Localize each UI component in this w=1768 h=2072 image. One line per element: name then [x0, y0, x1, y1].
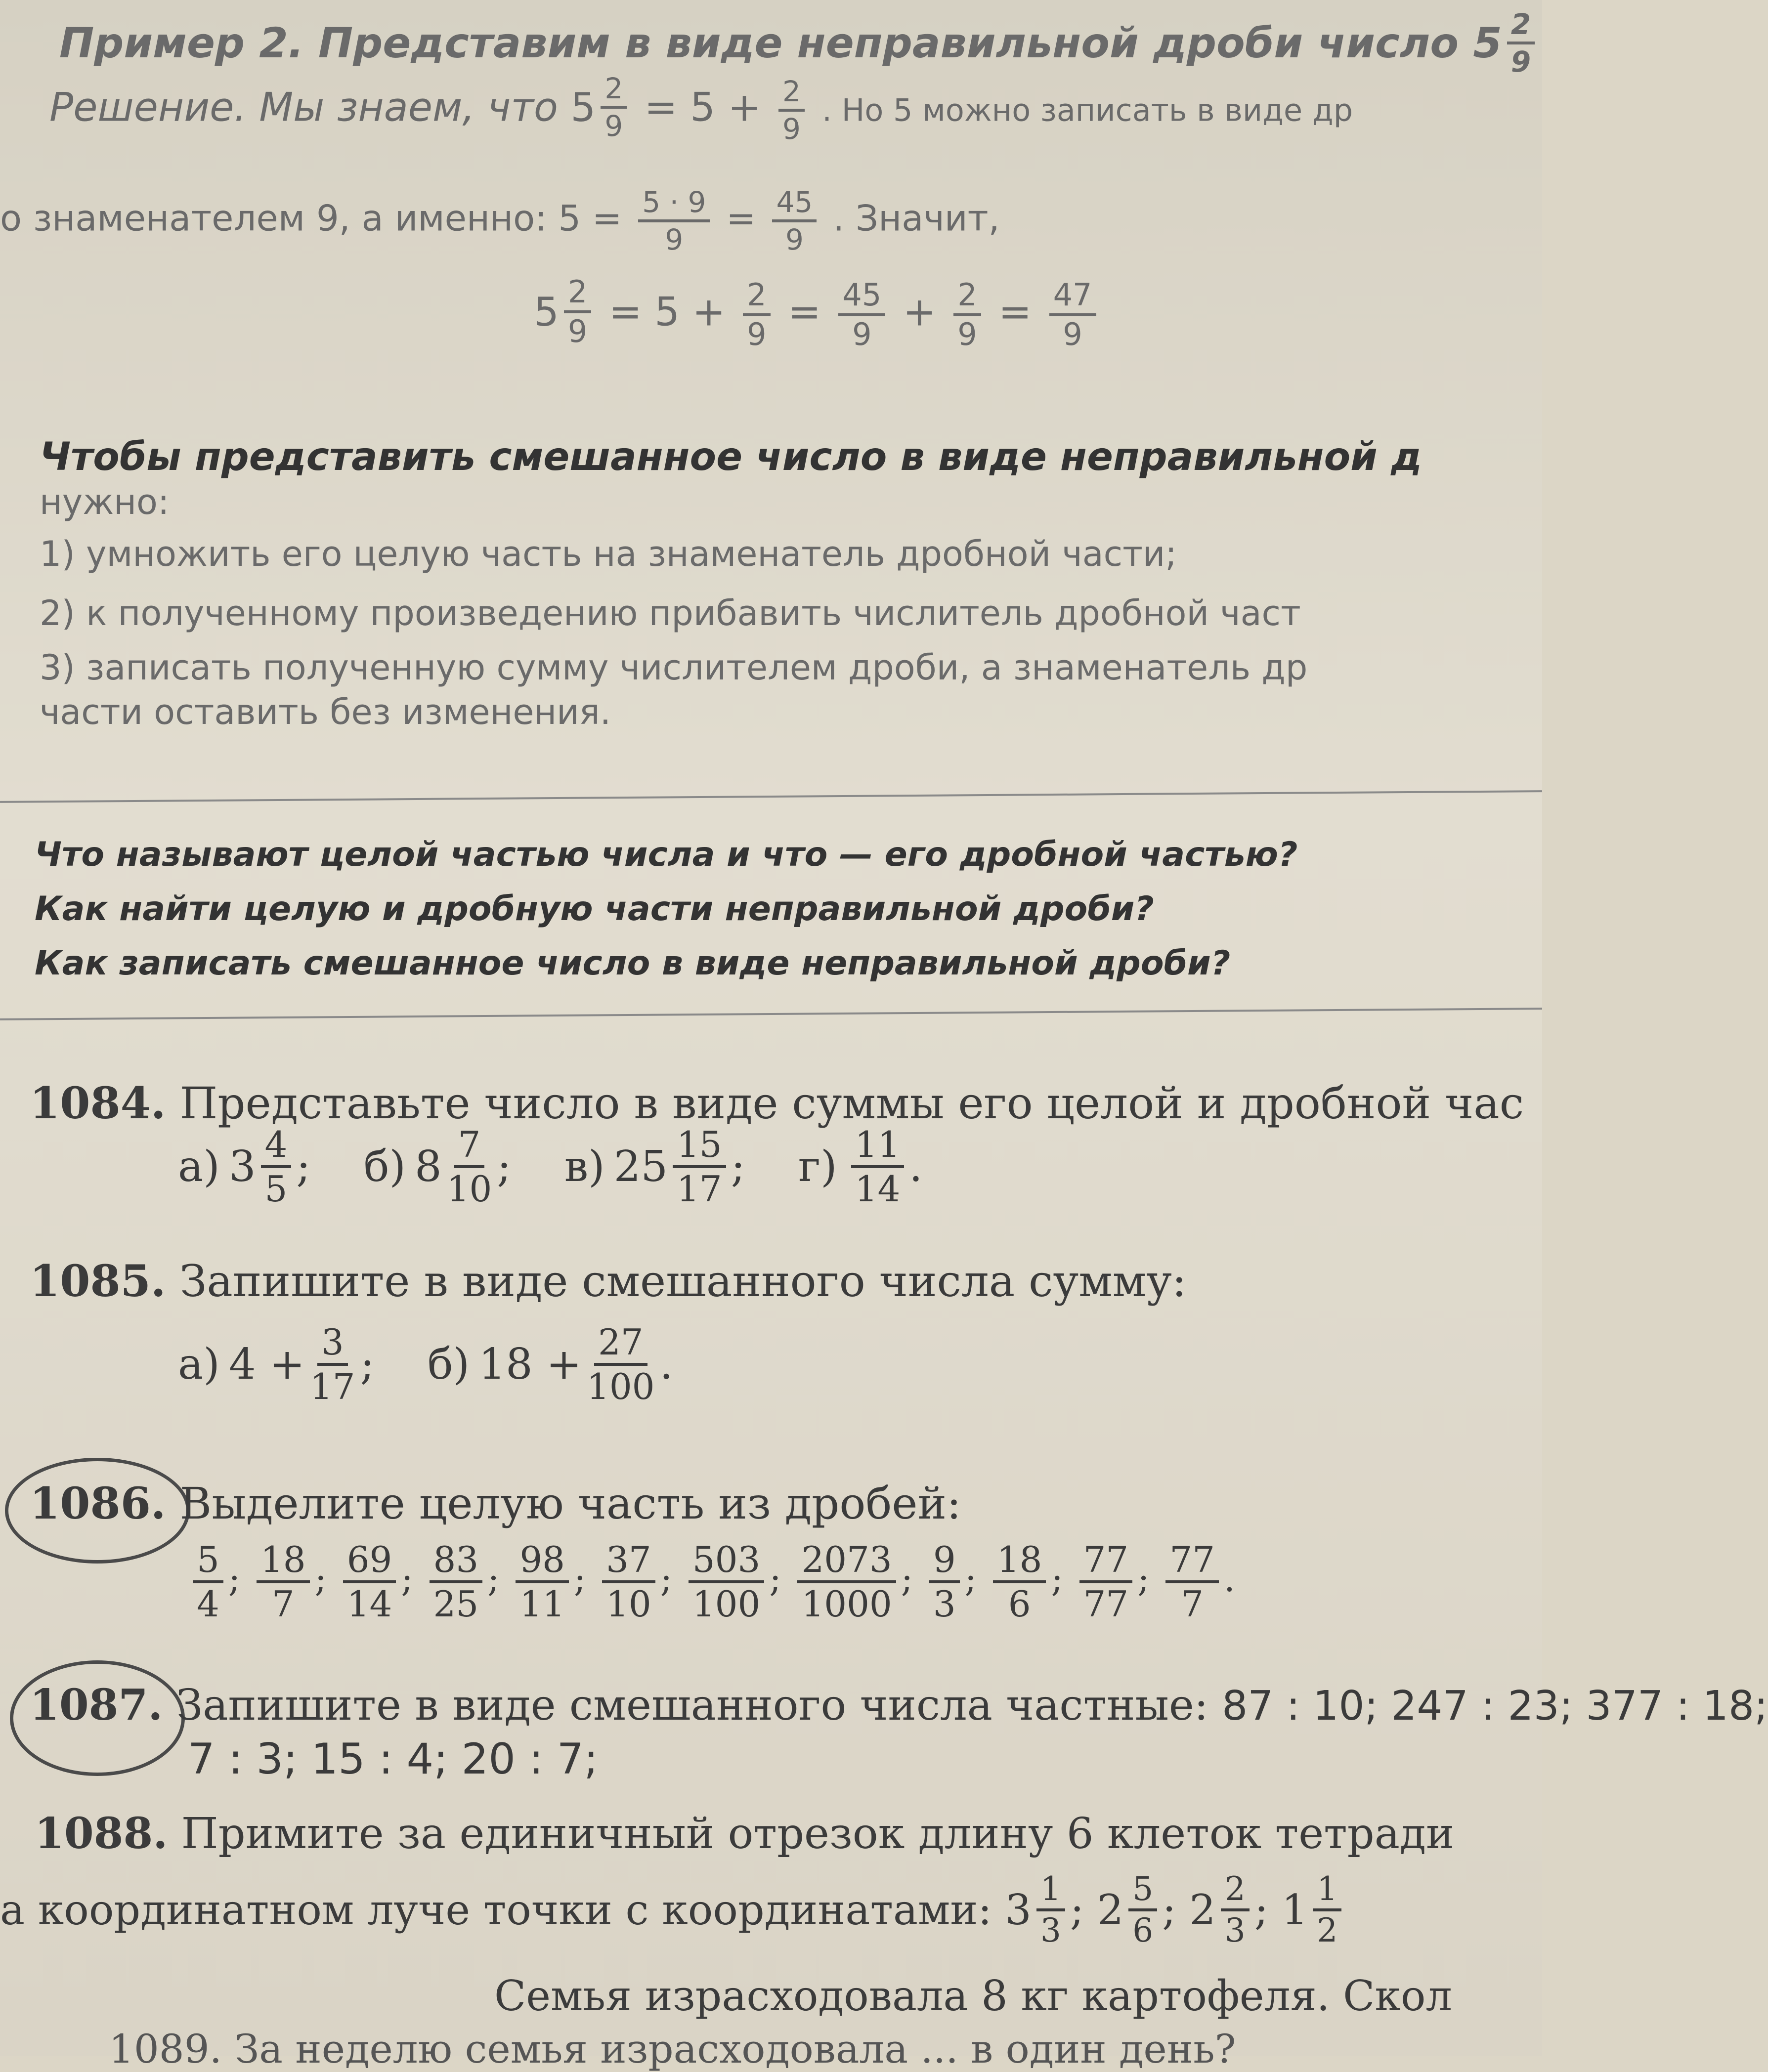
coordinate	[1005, 1870, 1084, 1949]
denominator: 2	[1317, 1911, 1338, 1949]
denominator: 77	[1083, 1583, 1129, 1625]
separator: ;	[660, 1558, 672, 1600]
numerator: 1	[1313, 1873, 1341, 1911]
denominator: 3	[1040, 1911, 1061, 1949]
exercise-1088-line2	[0, 1870, 1346, 1949]
separator: ;	[731, 1142, 745, 1191]
divider	[0, 1008, 1542, 1020]
numerator: 2	[778, 77, 805, 112]
item-label: б)	[363, 1142, 406, 1191]
fraction	[993, 1539, 1046, 1625]
separator: ;	[1070, 1886, 1084, 1934]
numerator: 77	[1165, 1542, 1219, 1583]
separator: ;	[401, 1558, 413, 1600]
numerator: 69	[343, 1542, 396, 1583]
fraction	[838, 276, 885, 352]
denominator-line-tail: . Значит,	[833, 197, 1000, 239]
denominator: 9	[1063, 316, 1082, 352]
denominator: 14	[346, 1583, 392, 1625]
denominator-line	[0, 185, 1000, 256]
fraction	[797, 1539, 896, 1625]
numerator: 7	[454, 1127, 485, 1168]
exercise-text: Запишите в виде смешанного числа сумму:	[179, 1256, 1187, 1307]
fraction	[564, 274, 591, 349]
numerator: 37	[602, 1542, 655, 1583]
solution-mixed-number	[570, 72, 632, 143]
separator: ;	[964, 1558, 977, 1600]
mixed-whole: 1	[1281, 1886, 1308, 1934]
formula-part: =	[787, 289, 821, 335]
sum-whole: 4 +	[228, 1340, 305, 1389]
fraction	[1165, 1539, 1219, 1625]
formula-mixed-number	[534, 274, 596, 349]
exercise-item	[798, 1124, 923, 1210]
fraction	[778, 74, 805, 146]
exercise-text: Запишите в виде смешанного числа частные:	[176, 1681, 1208, 1730]
numerator: 4	[261, 1127, 292, 1168]
denominator: 7	[271, 1583, 295, 1625]
fraction	[673, 1124, 726, 1210]
exercise-1089-line2: 1089. За неделю семья израсходовала ... в один день?	[109, 2026, 1236, 2072]
mixed-whole: 3	[1005, 1886, 1032, 1934]
fraction	[601, 72, 627, 143]
separator: ;	[360, 1340, 375, 1389]
fraction	[587, 1321, 655, 1407]
solution-tail: . Но 5 можно записать в виде др	[822, 92, 1353, 128]
example-heading-number	[1473, 7, 1540, 79]
rule-need: нужно:	[40, 482, 170, 522]
denominator: 25	[433, 1583, 479, 1625]
example-heading-text: Пример 2. Представим в виде неправильной дроби число	[59, 19, 1459, 67]
separator: ;	[1137, 1558, 1150, 1600]
exercise-text: а координатном луче точки с координатами:	[0, 1886, 992, 1934]
denominator: 7	[1181, 1583, 1204, 1625]
fraction	[1313, 1870, 1341, 1949]
exercise-1084	[30, 1077, 1524, 1129]
mixed-whole: 2	[1097, 1886, 1124, 1934]
numerator: 2	[1507, 10, 1535, 44]
denominator: 9	[785, 223, 804, 256]
coordinate	[1189, 1870, 1269, 1949]
example-formula	[534, 274, 1101, 352]
numerator: 2	[743, 280, 770, 316]
fraction	[430, 1539, 483, 1625]
fraction	[309, 1321, 355, 1407]
numerator: 2	[564, 277, 591, 313]
exercise-1087-line2: 7 : 3; 15 : 4; 20 : 7;	[188, 1734, 599, 1784]
fraction	[689, 1539, 764, 1625]
rule-step-3-cont: части оставить без изменения.	[40, 692, 611, 732]
item-label: б)	[427, 1340, 470, 1389]
numerator: 9	[929, 1542, 960, 1583]
separator: .	[909, 1142, 923, 1191]
denominator: 17	[677, 1168, 722, 1210]
separator: ;	[1162, 1886, 1176, 1934]
numerator: 5 · 9	[638, 188, 710, 222]
numerator: 27	[594, 1324, 647, 1366]
denominator: 3	[1224, 1911, 1246, 1949]
separator: ;	[769, 1558, 781, 1600]
formula-part: +	[903, 289, 936, 335]
mixed-whole: 5	[1473, 19, 1502, 67]
denominator: 10	[606, 1583, 651, 1625]
denominator-line-text: о знаменателем 9, а именно:	[0, 197, 547, 239]
denominator: 9	[665, 223, 684, 256]
exercise-item	[564, 1124, 745, 1210]
fraction	[1507, 7, 1535, 79]
fraction	[516, 1539, 569, 1625]
formula-part: =	[998, 289, 1032, 335]
separator: ;	[1051, 1558, 1063, 1600]
fraction	[929, 1539, 960, 1625]
denominator: 9	[567, 313, 588, 349]
exercise-1085-items	[178, 1321, 713, 1407]
numerator: 45	[772, 188, 817, 222]
denominator: 9	[1510, 45, 1531, 79]
fraction	[851, 1124, 905, 1210]
denominator: 4	[197, 1583, 219, 1625]
fraction	[446, 1124, 492, 1210]
exercise-number: 1085.	[30, 1255, 166, 1307]
numerator: 503	[689, 1542, 764, 1583]
denominator: 11	[519, 1583, 565, 1625]
question-1: Что называют целой частью числа и что — его дробной частью?	[35, 835, 1298, 874]
item-label: г)	[798, 1142, 837, 1191]
exercise-item	[427, 1321, 673, 1407]
equation-part: =	[726, 197, 756, 239]
denominator: 17	[309, 1366, 355, 1407]
rule-step-3: 3) записать полученную сумму числителем дроби, а знаменатель др	[40, 647, 1308, 688]
denominator: 1000	[801, 1583, 892, 1625]
separator: ;	[901, 1558, 913, 1600]
exercise-1084-items	[178, 1124, 962, 1210]
exercise-number: 1084.	[30, 1077, 166, 1129]
coordinate	[1097, 1870, 1176, 1949]
exercise-1085	[30, 1255, 1187, 1307]
mixed-whole: 3	[228, 1142, 256, 1191]
fraction	[743, 276, 770, 352]
exercise-item	[178, 1124, 311, 1210]
question-3: Как записать смешанное число в виде неправильной дроби?	[35, 944, 1231, 983]
divider	[0, 790, 1542, 803]
denominator: 3	[933, 1583, 956, 1625]
fraction	[772, 185, 817, 256]
separator: ;	[1254, 1886, 1269, 1934]
denominator: 9	[782, 112, 801, 146]
separator: ;	[573, 1558, 586, 1600]
item-label: а)	[178, 1340, 220, 1389]
numerator: 5	[1128, 1873, 1157, 1911]
exercise-1089-line1: Семья израсходовала 8 кг картофеля. Скол	[494, 1972, 1452, 2020]
numerator: 1	[1036, 1873, 1065, 1911]
fraction	[261, 1124, 292, 1210]
fraction	[602, 1539, 655, 1625]
numerator: 2	[601, 74, 627, 109]
exercise-text: Примите за единичный отрезок длину 6 клеток тетради	[181, 1809, 1455, 1859]
exercise-number: 1086.	[30, 1478, 166, 1529]
fraction	[638, 185, 710, 256]
rule-step-2: 2) к полученному произведению прибавить числитель дробной част	[40, 593, 1301, 634]
denominator: 6	[1008, 1583, 1031, 1625]
fraction	[257, 1539, 310, 1625]
denominator: 100	[587, 1366, 655, 1407]
exercise-1086	[30, 1478, 961, 1529]
exercise-item	[178, 1321, 375, 1407]
question-2: Как найти целую и дробную части неправильной дроби?	[35, 889, 1154, 929]
numerator: 45	[838, 280, 885, 316]
separator: ;	[314, 1558, 327, 1600]
fraction	[1079, 1539, 1133, 1625]
denominator: 9	[604, 109, 623, 143]
numerator: 77	[1079, 1542, 1133, 1583]
numerator: 15	[673, 1127, 726, 1168]
mixed-whole: 2	[1189, 1886, 1216, 1934]
item-label: а)	[178, 1142, 220, 1191]
denominator: 6	[1132, 1911, 1154, 1949]
exercise-1087	[30, 1680, 1768, 1730]
example-heading	[59, 7, 1540, 79]
numerator: 98	[516, 1542, 569, 1583]
fraction	[1128, 1870, 1157, 1949]
mixed-whole: 25	[613, 1142, 668, 1191]
denominator: 9	[957, 316, 977, 352]
mixed-whole: 5	[534, 289, 559, 335]
fraction	[953, 276, 981, 352]
item-label: в)	[564, 1142, 605, 1191]
numerator: 83	[430, 1542, 483, 1583]
numerator: 18	[257, 1542, 310, 1583]
denominator: 5	[264, 1168, 288, 1210]
separator: ;	[497, 1142, 512, 1191]
solution-line	[49, 72, 1353, 146]
numerator: 5	[193, 1542, 223, 1583]
rule-title: Чтобы представить смешанное число в виде неправильной д	[40, 435, 1422, 479]
numerator: 2073	[797, 1542, 896, 1583]
coordinate	[1281, 1870, 1346, 1949]
exercise-number: 1087.	[30, 1680, 163, 1730]
fraction	[1221, 1870, 1250, 1949]
equation-part: 5 =	[558, 197, 622, 239]
numerator: 18	[993, 1542, 1046, 1583]
formula-part: = 5 +	[608, 289, 726, 335]
numerator: 2	[1221, 1873, 1250, 1911]
sum-whole: 18 +	[478, 1340, 582, 1389]
numerator: 2	[953, 280, 981, 316]
numerator: 3	[317, 1324, 348, 1366]
mixed-whole: 8	[415, 1142, 442, 1191]
separator: .	[1224, 1558, 1235, 1600]
denominator: 10	[446, 1168, 492, 1210]
fraction	[1036, 1870, 1065, 1949]
numerator: 11	[851, 1127, 905, 1168]
separator: .	[659, 1340, 673, 1389]
exercise-tail: 87 : 10; 247 : 23; 377 : 18;	[1222, 1683, 1768, 1730]
exercise-text: Представьте число в виде суммы его целой и дробной час	[179, 1078, 1524, 1129]
solution-equals: = 5 +	[644, 84, 761, 130]
separator: ;	[296, 1142, 311, 1191]
exercise-item	[363, 1124, 512, 1210]
fraction	[343, 1539, 396, 1625]
solution-text: Решение. Мы знаем, что	[49, 84, 558, 130]
exercise-text: Выделите целую часть из дробей:	[179, 1478, 961, 1529]
exercise-number: 1088.	[35, 1809, 168, 1859]
fraction	[193, 1539, 223, 1625]
fraction	[1049, 276, 1096, 352]
denominator: 14	[855, 1168, 901, 1210]
separator: ;	[228, 1558, 241, 1600]
rule-step-1: 1) умножить его целую часть на знаменатель дробной части;	[40, 534, 1177, 574]
denominator: 9	[747, 316, 767, 352]
denominator: 9	[852, 316, 872, 352]
exercise-1088	[35, 1809, 1454, 1859]
separator: ;	[487, 1558, 500, 1600]
denominator: 100	[692, 1583, 761, 1625]
exercise-1086-fractions	[188, 1539, 1235, 1625]
numerator: 47	[1049, 280, 1096, 316]
mixed-whole: 5	[570, 84, 596, 130]
